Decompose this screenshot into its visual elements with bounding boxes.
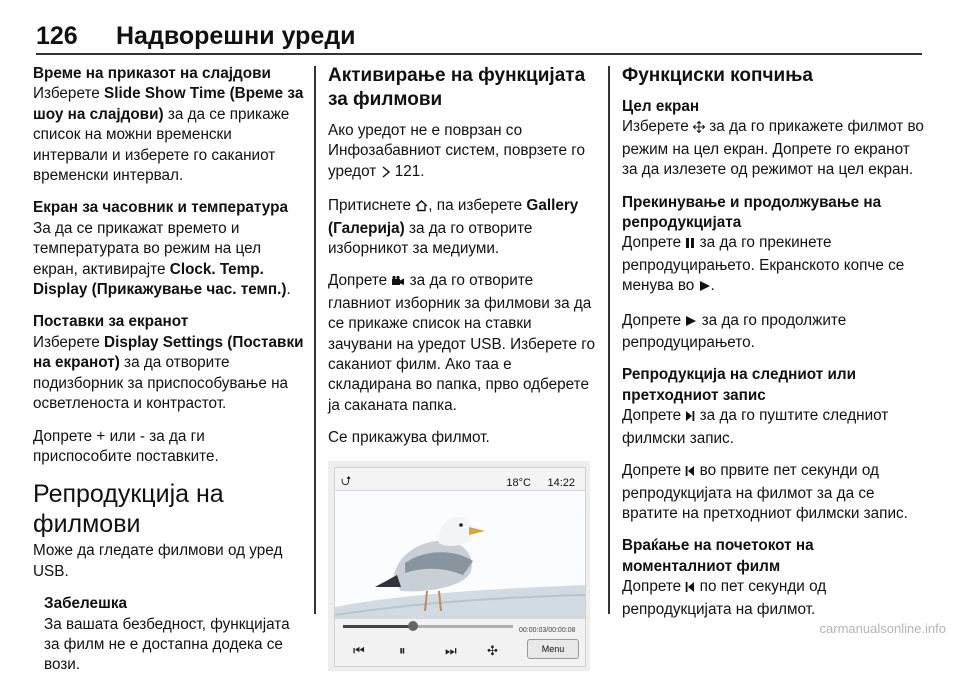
paragraph-display-settings: Изберете Display Settings (Поставки на екранот) за да отворите подизборник за приспособување на осветленоста и контрастот. — [33, 333, 304, 413]
page-title: Надворешни уреди — [116, 22, 356, 50]
home-icon — [415, 198, 428, 218]
progress-fill — [343, 625, 413, 628]
pause-icon — [685, 235, 695, 255]
paragraph-resume: Допрете за да го продолжите репродуцирањето. — [622, 311, 847, 352]
subtitle-next-previous: Репродукција на следниот или претходниот запис — [622, 366, 857, 404]
next-track-icon[interactable]: ⏭ — [445, 642, 457, 658]
movie-camera-icon — [391, 273, 405, 293]
play-icon — [699, 278, 711, 298]
pause-icon[interactable]: ⏸ — [399, 642, 406, 658]
paragraph-clock-temp: За да се прикажат времето и температурата во режим на цел екран, активирајте Clock. Temp. Display (Прикажување час. темп.). — [33, 219, 291, 299]
fullscreen-icon[interactable]: ✣ — [487, 642, 498, 658]
timecode: 00:00:03/00:00:08 — [519, 626, 576, 634]
menu-button[interactable]: Menu — [527, 639, 579, 659]
paragraph-movie-shown: Се прикажува филмот. — [328, 429, 490, 447]
page-reference-icon — [381, 164, 391, 184]
column-1 — [33, 64, 305, 676]
note-title: Забелешка — [44, 595, 127, 613]
playback-controls — [335, 619, 585, 666]
paragraph-open-gallery: Притиснете , па изберете Gallery (Галерија) за да го отворите изборникот за медиуми. — [328, 197, 579, 258]
clock-readout: 14:22 — [547, 476, 575, 489]
note-box — [44, 594, 305, 676]
subtitle-full-screen: Цел екран — [622, 98, 700, 115]
section-title-function-buttons: Функциски копчиња — [622, 65, 814, 86]
paragraph-adjust-settings: Допрете + или - за да ги приспособите поставките. — [33, 427, 219, 465]
back-icon[interactable]: ⮍ — [341, 472, 352, 488]
subtitle-pause-resume: Прекинување и продолжување на репродукцијата — [622, 193, 882, 232]
temperature-readout: 18°C — [506, 476, 531, 489]
column-divider-2 — [608, 66, 610, 614]
movie-player-screen — [334, 467, 586, 667]
column-2 — [328, 64, 598, 671]
section-title-display-settings: Поставки за екранот — [33, 313, 189, 331]
main-heading-movie-playback: Репродукција на филмови — [33, 480, 224, 539]
column-3 — [622, 64, 927, 632]
previous-track-icon[interactable]: ⏮ — [353, 642, 365, 658]
next-track-icon — [685, 408, 695, 428]
note-text: За вашата безбедност, функцијата за филм не е достапна додека се вози. — [44, 615, 290, 674]
paragraph-slide-show-time: Изберете Slide Show Time (Време за шоу на слајдови) за да се прикаже список на можни временски интервали и изберете го саканиот временски интервал. — [33, 85, 304, 185]
paragraph-pause: Допрете за да го прекинете репродуцирањето. Екранското копче се менува во . — [622, 233, 927, 298]
section-title-activate-movies: Активирање на функцијата за филмови — [328, 65, 586, 110]
previous-track-icon — [685, 579, 695, 599]
movie-player-figure — [328, 461, 590, 671]
paragraph-movie-menu: Допрете за да го отворите главниот изборник за филмови за да се прикаже список на ставки зачувани на уредот USB. Изберете го саканиот филм. Ако таа е складирана во папка, прво одберете ја саканата папка. — [328, 272, 595, 414]
progress-track[interactable] — [343, 625, 513, 628]
paragraph-movies-usb: Може да гледате филмови од уред USB. — [33, 542, 283, 580]
paragraph-previous-track: Допрете во првите пет секунди од репродукцијата на филмот за да се вратите на претходниот филмски запис. — [622, 462, 908, 522]
status-bar — [335, 468, 585, 491]
progress-knob[interactable] — [408, 621, 418, 631]
paragraph-next-track: Допрете за да го пуштите следниот филмски запис. — [622, 407, 889, 447]
column-divider-1 — [314, 66, 316, 614]
section-title-clock-temp: Екран за часовник и температура — [33, 199, 288, 217]
watermark: carmanualsonline.info — [819, 621, 946, 636]
movie-frame-seagull[interactable] — [335, 491, 585, 619]
fullscreen-icon — [693, 119, 705, 139]
subtitle-restart-movie: Враќање на почетокот на моменталниот филм — [622, 537, 814, 575]
previous-track-icon — [685, 463, 695, 483]
section-title-slide-show-time: Време на приказот на слајдови — [33, 65, 271, 82]
header-divider — [36, 53, 922, 55]
paragraph-full-screen: Изберете за да го прикажете филмот во режим на цел екран. Допрете го екранот за да излезете од режимот на цел екран. — [622, 118, 924, 179]
paragraph-connect-device: Ако уредот не е поврзан со Инфозабавниот систем, поврзете го уредот 121. — [328, 121, 598, 184]
play-icon — [685, 313, 697, 333]
page-number: 126 — [36, 22, 78, 50]
paragraph-restart-movie: Допрете по пет секунди од репродукцијата на филмот. — [622, 578, 827, 618]
